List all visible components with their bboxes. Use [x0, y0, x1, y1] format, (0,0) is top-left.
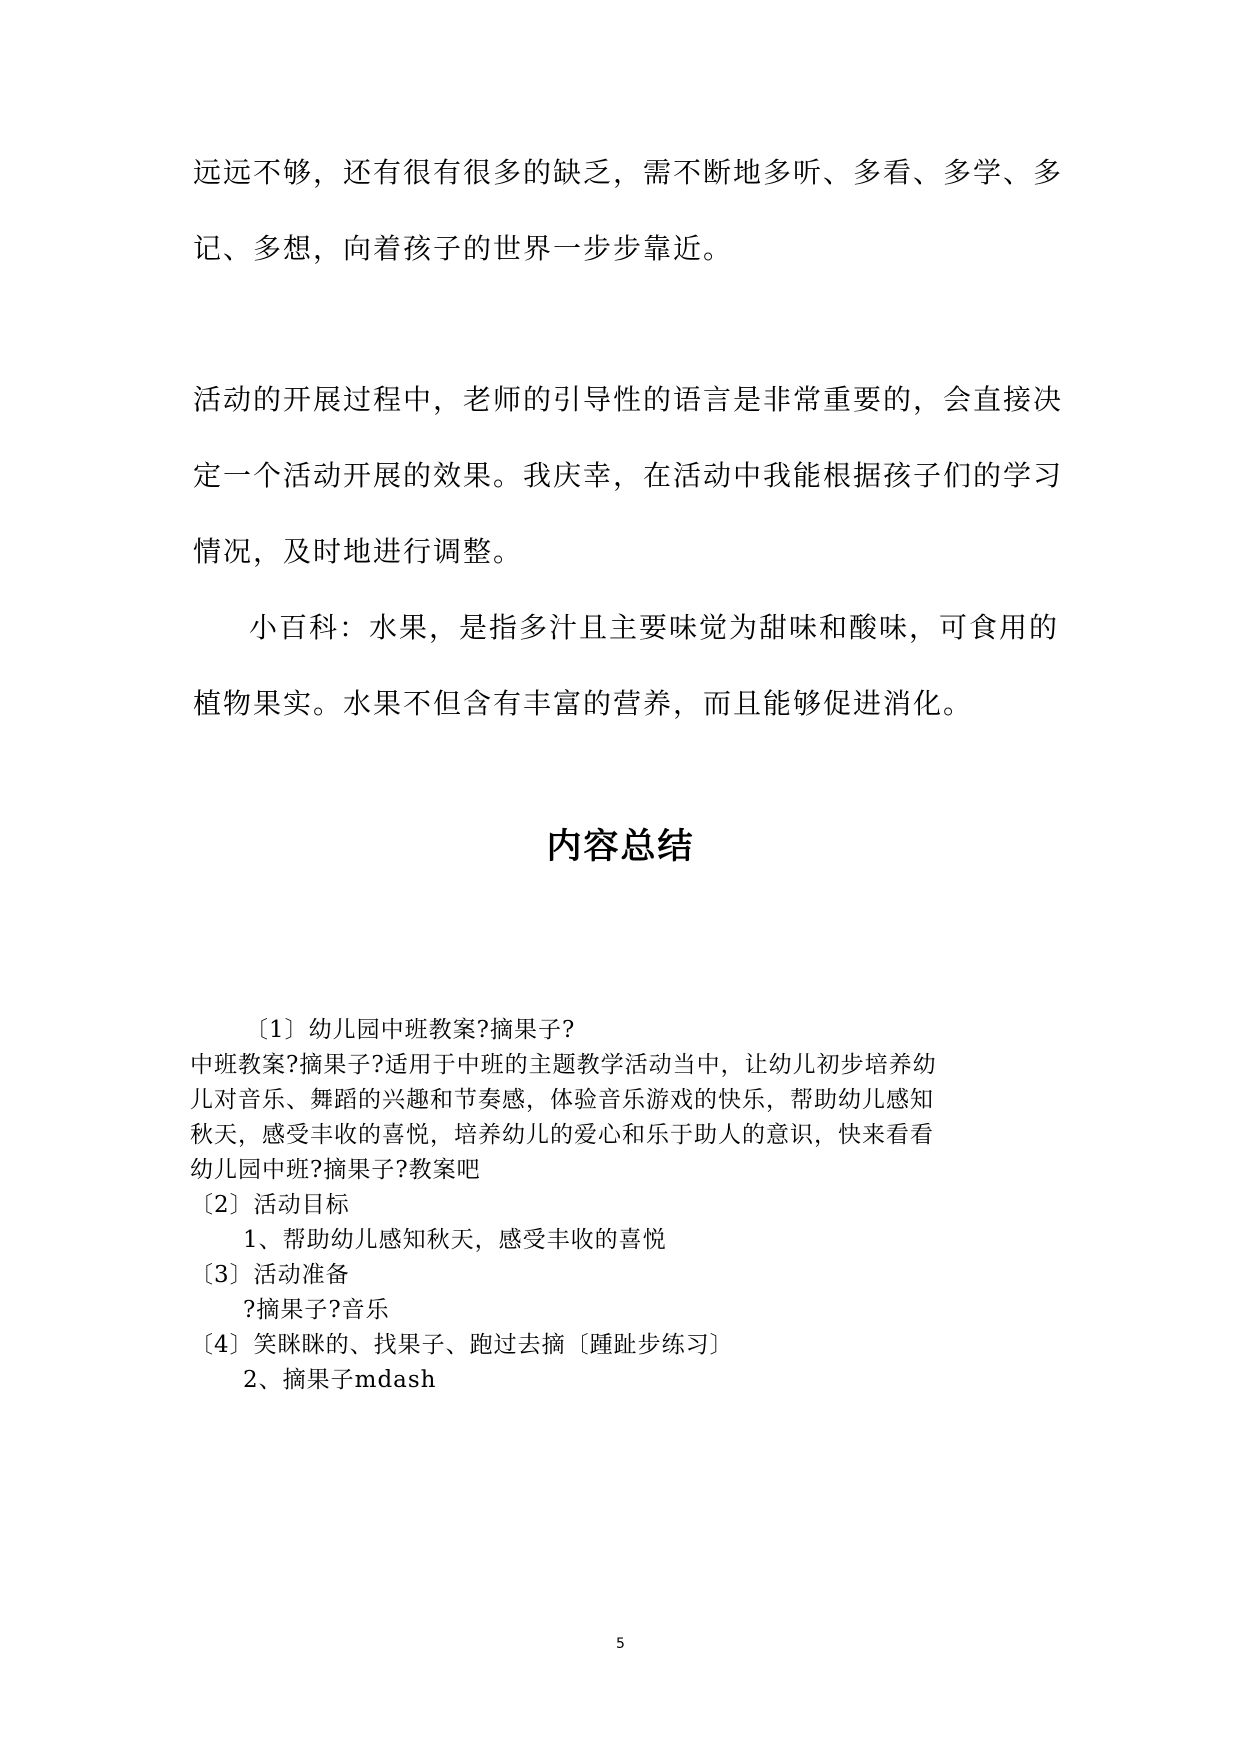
summary-line: 中班教案?摘果子?适用于中班的主题教学活动当中，让幼儿初步培养幼	[190, 1052, 937, 1078]
body-line: 定一个活动开展的效果。我庆幸，在活动中我能根据孩子们的学习	[193, 459, 1064, 492]
summary-line: 幼儿园中班?摘果子?教案吧	[190, 1157, 481, 1183]
summary-line: 1、帮助幼儿感知秋天，感受丰收的喜悦	[243, 1227, 667, 1253]
summary-line: 〔1〕幼儿园中班教案?摘果子?	[245, 1017, 576, 1043]
section-heading: 内容总结	[546, 827, 695, 867]
body-line: 活动的开展过程中，老师的引导性的语言是非常重要的，会直接决	[193, 383, 1064, 416]
body-line: 小百科：水果，是指多汁且主要味觉为甜味和酸味，可食用的	[249, 611, 1060, 644]
summary-line: 〔2〕活动目标	[190, 1192, 350, 1218]
body-line: 远远不够，还有很有很多的缺乏，需不断地多听、多看、多学、多	[193, 156, 1064, 189]
summary-line: 〔4〕笑眯眯的、找果子、跑过去摘〔踵趾步练习〕	[190, 1332, 734, 1358]
summary-line: ?摘果子?音乐	[243, 1297, 390, 1323]
summary-line: 秋天，感受丰收的喜悦，培养幼儿的爱心和乐于助人的意识，快来看看	[190, 1122, 934, 1148]
body-line: 植物果实。水果不但含有丰富的营养，而且能够促进消化。	[193, 687, 974, 720]
summary-line: 〔3〕活动准备	[190, 1262, 350, 1288]
page-number: 5	[616, 1636, 625, 1652]
body-line: 情况，及时地进行调整。	[193, 535, 524, 568]
body-line: 记、多想，向着孩子的世界一步步靠近。	[193, 232, 734, 265]
summary-line: 儿对音乐、舞蹈的兴趣和节奏感，体验音乐游戏的快乐，帮助幼儿感知	[190, 1087, 934, 1113]
summary-line: 2、摘果子mdash	[243, 1367, 437, 1393]
